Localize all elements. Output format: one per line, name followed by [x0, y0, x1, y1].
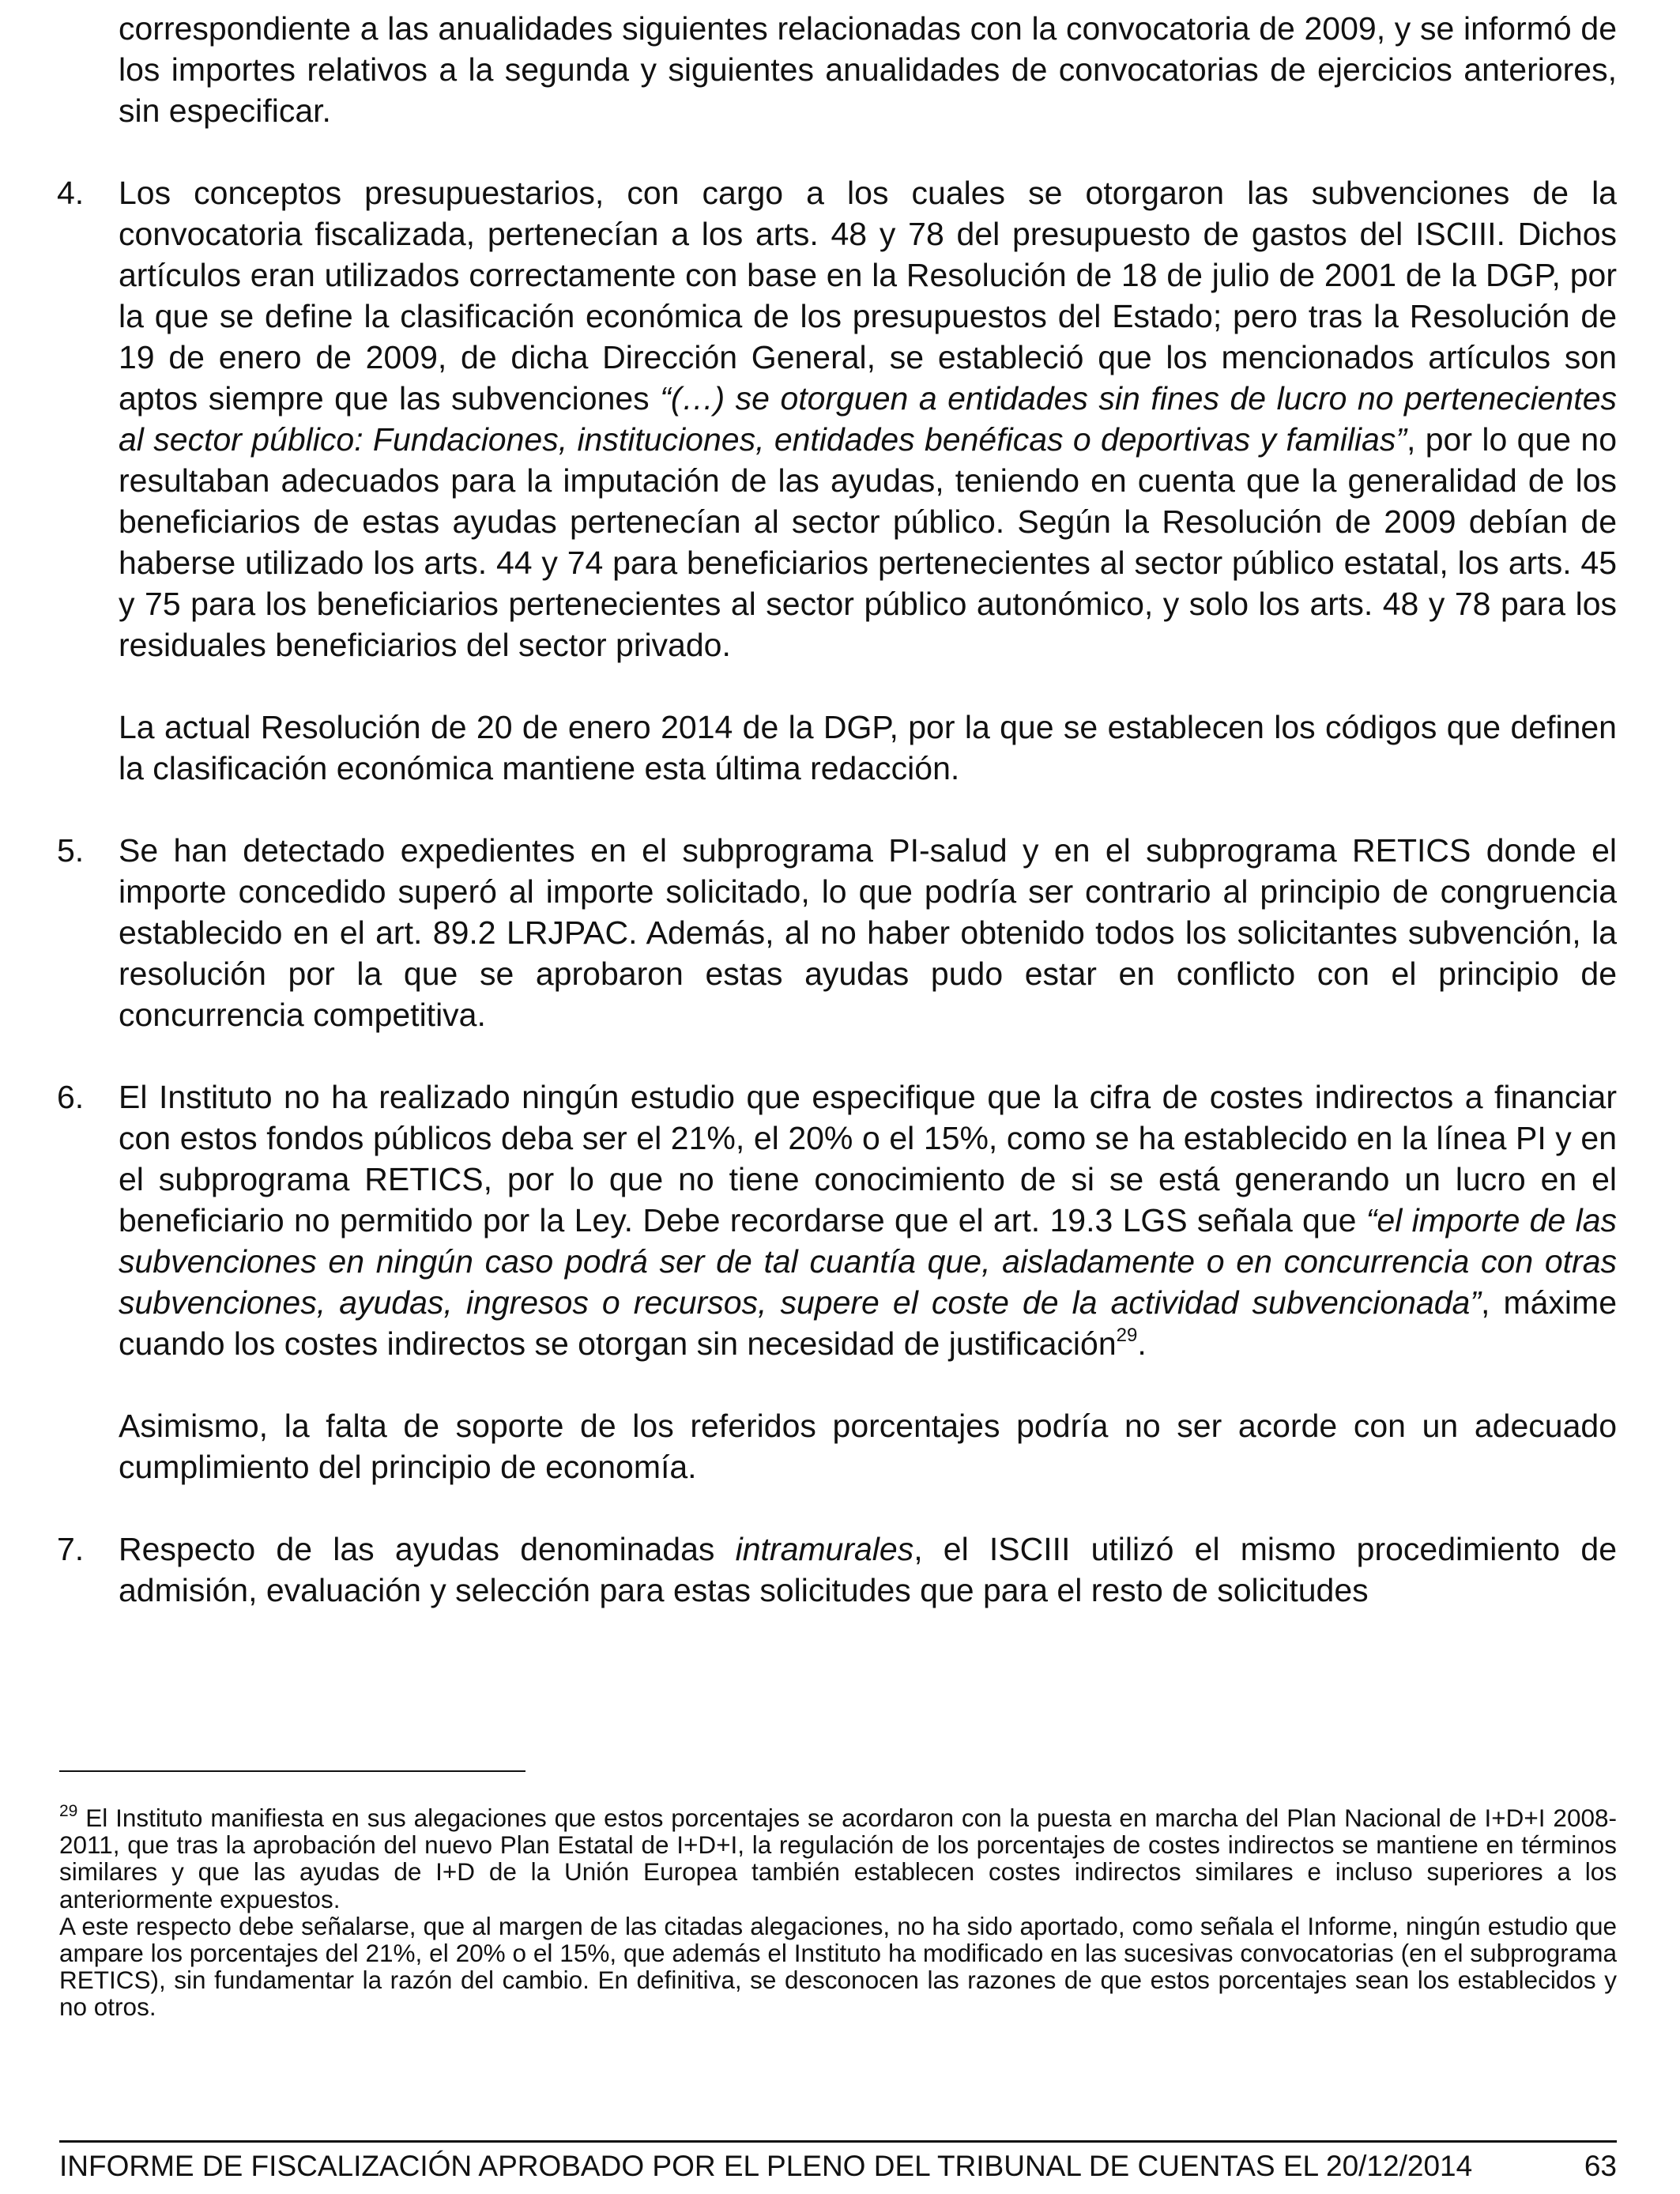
- item-number: 4.: [57, 175, 85, 211]
- item-7-text-b: , el ISCIII utilizó el mismo procedimiento de admisión, evaluación y selección para estas solicitudes que para el resto de solicitudes: [119, 1531, 1617, 1608]
- footnote-29-continuation: A este respecto debe señalarse, que al margen de las citadas alegaciones, no ha sido aportado, como señala el Informe, ningún estudio que ampare los porcentajes del 21%, el 20% o el 15%, que además el Instituto ha modificado en las sucesivas convocatorias (en el subprograma RETICS), sin fundamentar la razón del cambio. En definitiva, se desconocen las razones de que estos porcentajes sean los establecidos y no otros.: [59, 1911, 1617, 2022]
- item-number: 5.: [57, 832, 85, 869]
- footnote-reference[interactable]: 29: [1116, 1325, 1138, 1346]
- page-number: 63: [1584, 2150, 1617, 2182]
- item-4-quote: “(…) se otorguen a entidades sin fines de lucro no pertenecientes al sector público: Fundaciones, instituciones, entidades benéficas o deportivas y familias”: [119, 380, 1618, 458]
- footnote-separator: [59, 1770, 525, 1772]
- item-4-paragraph-2: La actual Resolución de 20 de enero 2014 de la DGP, por la que se establecen los códigos que definen la clasificación económica mantiene esta última redacción.: [119, 709, 1617, 786]
- footnote-number: 29: [59, 1802, 78, 1820]
- item-7-italic-term: intramurales: [735, 1531, 914, 1567]
- list-item-7: [57, 1529, 1617, 1611]
- body-text: [57, 8, 1618, 1652]
- item-6-quote: “el importe de las subvenciones en ningún caso podrá ser de tal cuantía que, aisladamente o en concurrencia con otras subvenciones, ayudas, ingresos o recursos, supere el coste de la actividad subvencionada”: [119, 1202, 1618, 1321]
- item-number: 7.: [57, 1531, 85, 1567]
- item-4-paragraph: [119, 172, 1617, 665]
- item-6-paragraph: [119, 1076, 1617, 1364]
- list-item-5: [57, 830, 1617, 1035]
- item-6-text-c: .: [1137, 1325, 1147, 1362]
- item-6-paragraph-2: Asimismo, la falta de soporte de los referidos porcentajes podría no ser acorde con un adecuado cumplimiento del principio de economía.: [119, 1408, 1617, 1485]
- footnote-29: [59, 1804, 1617, 1913]
- footer-title: INFORME DE FISCALIZACIÓN APROBADO POR EL PLENO DEL TRIBUNAL DE CUENTAS EL 20/12/2014: [59, 2150, 1473, 2182]
- intro-paragraph: correspondiente a las anualidades siguientes relacionadas con la convocatoria de 2009, y se informó de los importes relativos a la segunda y siguientes anualidades de convocatorias de ejercicios anteriores, sin especificar.: [119, 10, 1617, 129]
- item-7-paragraph: [119, 1529, 1617, 1611]
- item-number: 6.: [57, 1079, 85, 1115]
- footer-separator: [59, 2140, 1617, 2143]
- list-item-4: [57, 172, 1618, 789]
- item-6-text-a: El Instituto no ha realizado ningún estudio que especifique que la cifra de costes indirectos a financiar con estos fondos públicos deba ser el 21%, el 20% o el 15%, como se ha establecido en la línea PI y en el subprograma RETICS, por lo que no tiene conocimiento de si se está generando un lucro en el beneficiario no permitido por la Ley. Debe recordarse que el art. 19.3 LGS señala que: [119, 1079, 1617, 1238]
- footnotes: [59, 1804, 1617, 2021]
- footnote-text-1: El Instituto manifiesta en sus alegaciones que estos porcentajes se acordaron con la puesta en marcha del Plan Nacional de I+D+I 2008-2011, que tras la aprobación del nuevo Plan Estatal de I+D+I, la regulación de los porcentajes de costes indirectos se mantiene en términos similares y que las ayudas de I+D de la Unión Europea también establecen costes indirectos similares e incluso superiores a los anteriormente expuestos.: [59, 1804, 1617, 1913]
- item-4-text-b: , por lo que no resultaban adecuados para la imputación de las ayudas, teniendo en cuenta que la generalidad de los beneficiarios de estas ayudas pertenecían al sector público. Según la Resolución de 2009 debían de haberse utilizado los arts. 44 y 74 para beneficiarios pertenecientes al sector público estatal, los arts. 45 y 75 para los beneficiarios pertenecientes al sector público autonómico, y solo los arts. 48 y 78 para los residuales beneficiarios del sector privado.: [119, 421, 1617, 663]
- item-6-text-b: , máxime cuando los costes indirectos se otorgan sin necesidad de justificación: [119, 1284, 1618, 1362]
- item-4-text-a: Los conceptos presupuestarios, con cargo a los cuales se otorgaron las subvenciones de la convocatoria fiscalizada, pertenecían a los arts. 48 y 78 del presupuesto de gastos del ISCIII. Dichos artículos eran utilizados correctamente con base en la Resolución de 18 de julio de 2001 de la DGP, por la que se define la clasificación económica de los presupuestos del Estado; pero tras la Resolución de 19 de enero de 2009, de dicha Dirección General, se estableció que los mencionados artículos son aptos siempre que las subvenciones: [119, 175, 1617, 417]
- list-item-6: [57, 1076, 1618, 1487]
- item-5-paragraph: Se han detectado expedientes en el subprograma PI-salud y en el subprograma RETICS donde el importe concedido superó al importe solicitado, lo que podría ser contrario al principio de congruencia establecido en el art. 89.2 LRJPAC. Además, al no haber obtenido todos los solicitantes subvención, la resolución por la que se aprobaron estas ayudas pudo estar en conflicto con el principio de concurrencia competitiva.: [119, 832, 1617, 1033]
- item-7-text-a: Respecto de las ayudas denominadas: [119, 1531, 736, 1567]
